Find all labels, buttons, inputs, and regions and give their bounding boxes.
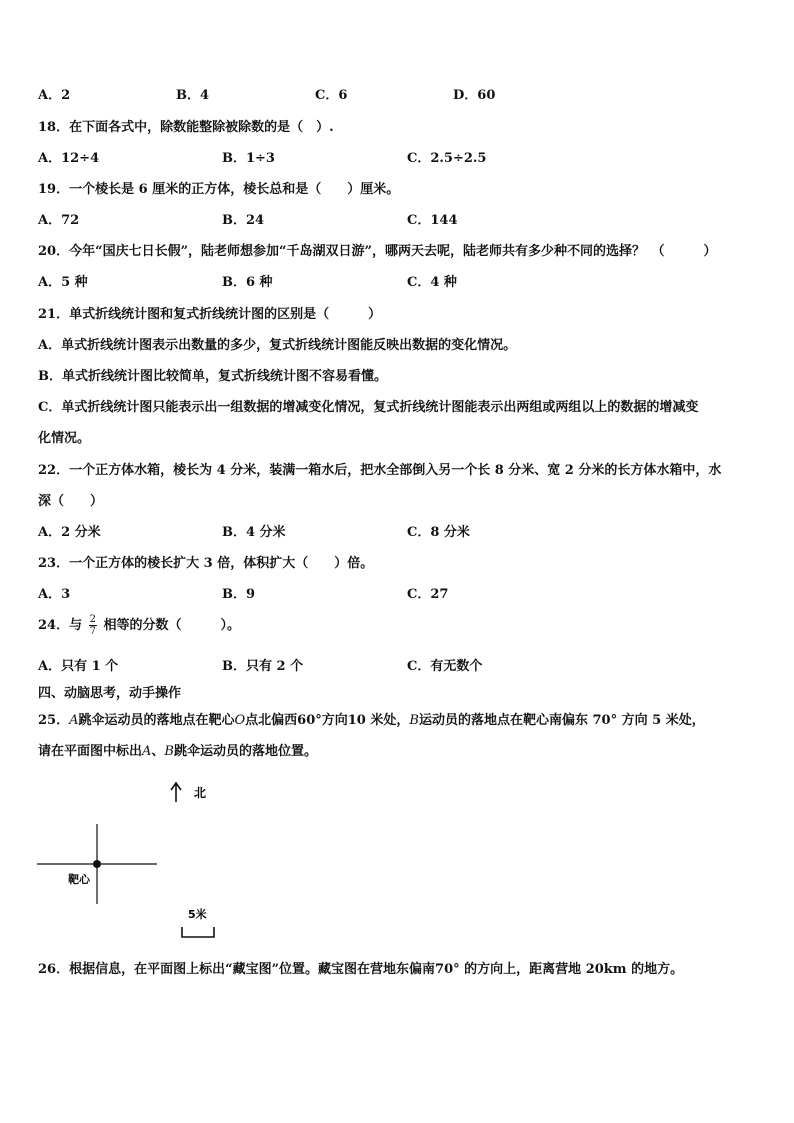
q22-stem-cont: 深（ ） <box>38 494 104 509</box>
q24-stem <box>38 614 240 637</box>
q23-option-b: B．9 <box>222 587 256 602</box>
q24-option-a: A．只有 1 个 <box>38 659 119 674</box>
q23-option-a: A．3 <box>38 587 71 602</box>
q25-number: 25． <box>38 713 70 728</box>
q21-option-b: B．单式折线统计图比较简单，复式折线统计图不容易看懂。 <box>38 369 387 384</box>
q24-fraction-numerator: 2 <box>89 614 96 625</box>
q19-option-a: A．72 <box>38 213 80 228</box>
q24-prefix: 24．与 <box>38 618 83 633</box>
q24-option-b: B．只有 2 个 <box>222 659 304 674</box>
q24-fraction <box>89 614 97 637</box>
q25-stem-line2 <box>38 740 317 759</box>
q21-option-a: A．单式折线统计图表示出数量的多少，复式折线统计图能反映出数据的变化情况。 <box>38 338 517 353</box>
q25-line2-prefix: 请在平面图中标出 <box>38 744 143 759</box>
q25-part1: 跳伞运动员的落地点在靶心 <box>78 713 235 728</box>
north-label: 北 <box>194 786 207 800</box>
north-arrow-icon <box>171 783 181 802</box>
q25-stem <box>38 709 705 728</box>
q24-fraction-denominator: 7 <box>89 626 96 637</box>
scale-bar <box>182 927 214 937</box>
q25-line2-b: B <box>164 744 174 759</box>
q25-part2: 点北偏西60°方向10 米处， <box>245 713 410 728</box>
q25-point-o: O <box>234 713 246 728</box>
q21-option-c: C．单式折线统计图只能表示出一组数据的增减变化情况，复式折线统计图能表示出两组或两组以上的数据的增减变 <box>38 400 699 415</box>
q26-stem: 26．根据信息，在平面图上标出“藏宝图”位置。藏宝图在营地东偏南70° 的方向上，距离营地 20km 的地方。 <box>38 962 684 977</box>
q17-option-c: C．6 <box>315 88 348 103</box>
q17-option-d: D．60 <box>453 88 496 103</box>
q19-option-b: B．24 <box>222 213 265 228</box>
scale-label: 5米 <box>188 908 207 921</box>
q23-stem: 23．一个正方体的棱长扩大 3 倍，体积扩大（ ）倍。 <box>38 556 374 571</box>
q18-option-b: B．1÷3 <box>222 151 275 166</box>
q19-option-c: C．144 <box>407 213 458 228</box>
q18-option-a: A．12÷4 <box>38 151 100 166</box>
q22-option-c: C．8 分米 <box>407 525 470 540</box>
q21-option-c-cont: 化情况。 <box>38 431 91 446</box>
section-4-title: 四、动脑思考，动手操作 <box>38 686 182 701</box>
q19-stem: 19．一个棱长是 6 厘米的正方体，棱长总和是（ ）厘米。 <box>38 182 400 197</box>
q25-point-a: A <box>69 713 79 728</box>
q22-stem: 22．一个正方体水箱，棱长为 4 分米，装满一箱水后，把水全部倒入另一个长 8 分米、宽 2 分米的长方体水箱中，水 <box>38 463 722 478</box>
target-center-label: 靶心 <box>68 873 90 886</box>
target-center-point <box>93 860 101 868</box>
q18-option-c: C．2.5÷2.5 <box>407 151 487 166</box>
q25-point-b: B <box>409 713 419 728</box>
q21-stem: 21．单式折线统计图和复式折线统计图的区别是（ ） <box>38 307 382 322</box>
q20-option-b: B．6 种 <box>222 275 273 290</box>
q18-stem: 18．在下面各式中，除数能整除被除数的是（ ）. <box>38 120 334 135</box>
q20-stem: 20．今年“国庆七日长假”，陆老师想参加“千岛湖双日游”，哪两天去呢，陆老师共有多少种不同的选择？ （ ） <box>38 244 717 259</box>
q25-line2-suffix: 跳伞运动员的落地位置。 <box>173 744 317 759</box>
q22-option-b: B．4 分米 <box>222 525 286 540</box>
q24-suffix: 相等的分数（ ）。 <box>103 618 241 633</box>
q25-line2-mid: 、 <box>151 744 165 759</box>
q17-option-b: B．4 <box>176 88 210 103</box>
q17-option-a: A．2 <box>38 88 71 103</box>
q20-option-c: C．4 种 <box>407 275 457 290</box>
q23-option-c: C．27 <box>407 587 449 602</box>
q20-option-a: A．5 种 <box>38 275 88 290</box>
q24-option-c: C．有无数个 <box>407 659 483 674</box>
q25-part3: 运动员的落地点在靶心南偏东 70° 方向 5 米处， <box>418 713 705 728</box>
q25-line2-a: A <box>142 744 152 759</box>
target-diagram <box>30 770 270 950</box>
q22-option-a: A．2 分米 <box>38 525 101 540</box>
